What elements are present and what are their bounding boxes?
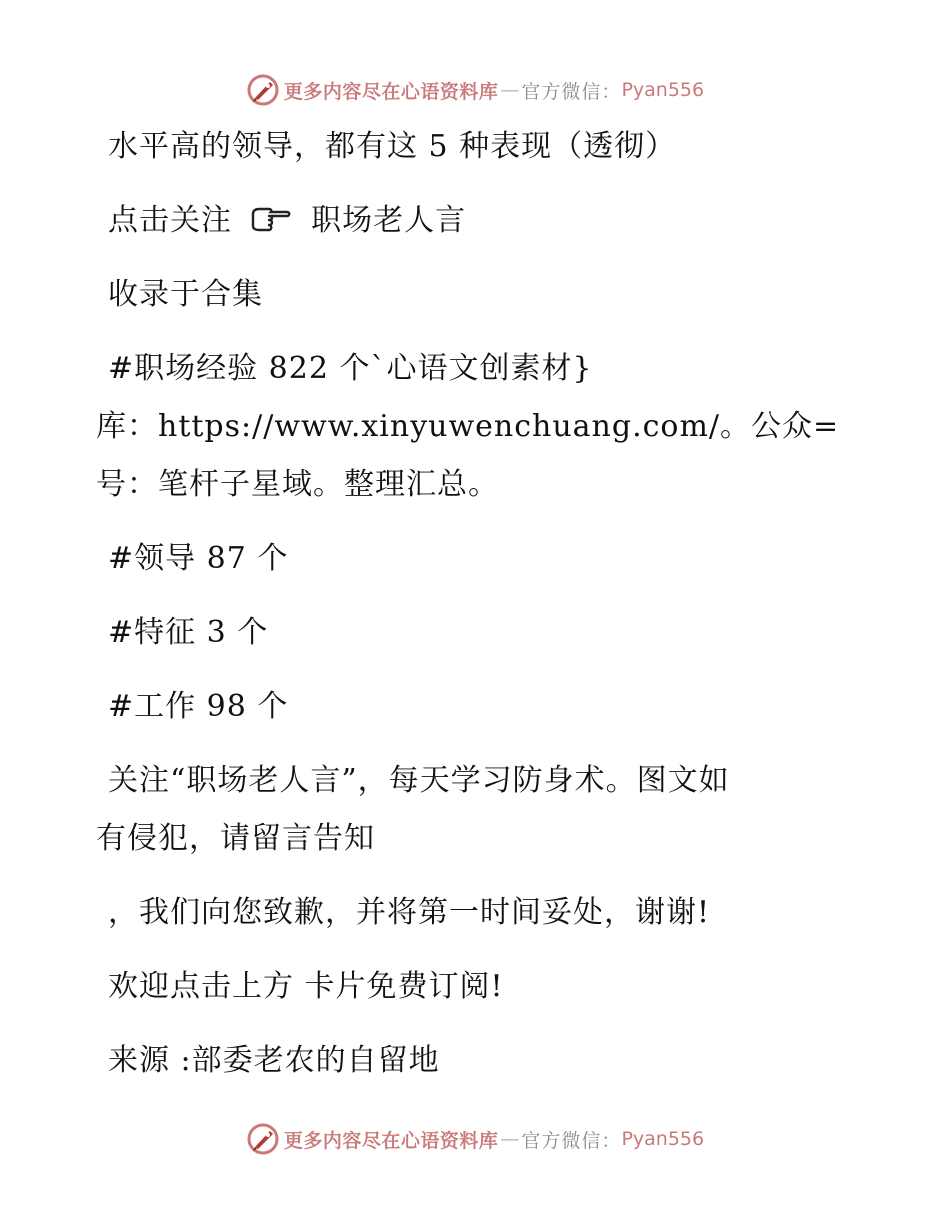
pointing-hand-icon bbox=[247, 204, 293, 234]
quill-logo-icon bbox=[246, 1122, 280, 1156]
tag-leader[interactable]: #领导 87 个 bbox=[108, 541, 289, 576]
watermark-wechat-label: 官方微信： bbox=[521, 80, 622, 103]
tag-line-2: 库：https://www.xinyuwenchuang.com/。公众= bbox=[96, 409, 840, 444]
notice-line-2: 有侵犯，请留言告知 bbox=[96, 821, 375, 856]
watermark-wechat-id: Pyan556 bbox=[621, 79, 705, 101]
watermark-dash: — bbox=[500, 1128, 520, 1150]
watermark-brand: 更多内容尽在心语资料库 bbox=[283, 80, 499, 103]
follow-prefix: 点击关注 bbox=[108, 203, 232, 238]
article-title: 水平高的领导，都有这 5 种表现（透彻） bbox=[108, 129, 677, 164]
account-name-link[interactable]: 职场老人言 bbox=[311, 203, 467, 238]
subscribe-line: 欢迎点击上方 卡片免费订阅! bbox=[108, 969, 504, 1004]
tag-line-1[interactable]: #职场经验 822 个`心语文创素材} bbox=[108, 351, 593, 386]
watermark-wechat-label: 官方微信： bbox=[521, 1129, 622, 1152]
notice-line-1: 关注“职场老人言”，每天学习防身术。图文如 bbox=[108, 763, 730, 798]
tag-traits[interactable]: #特征 3 个 bbox=[108, 615, 269, 650]
follow-line bbox=[108, 202, 466, 240]
watermark-dash: — bbox=[500, 79, 520, 101]
collection-label: 收录于合集 bbox=[108, 277, 263, 312]
header-watermark bbox=[0, 70, 950, 110]
footer-watermark bbox=[0, 1119, 950, 1159]
notice-line-3: ，我们向您致歉，并将第一时间妥处，谢谢! bbox=[108, 895, 711, 930]
source-line: 来源 :部委老农的自留地 bbox=[108, 1043, 440, 1078]
watermark-brand: 更多内容尽在心语资料库 bbox=[283, 1129, 499, 1152]
tag-work[interactable]: #工作 98 个 bbox=[108, 689, 289, 724]
watermark-wechat-id: Pyan556 bbox=[621, 1128, 705, 1150]
quill-logo-icon bbox=[246, 73, 280, 107]
tag-line-3: 号：笔杆子星域。整理汇总。 bbox=[96, 467, 499, 502]
